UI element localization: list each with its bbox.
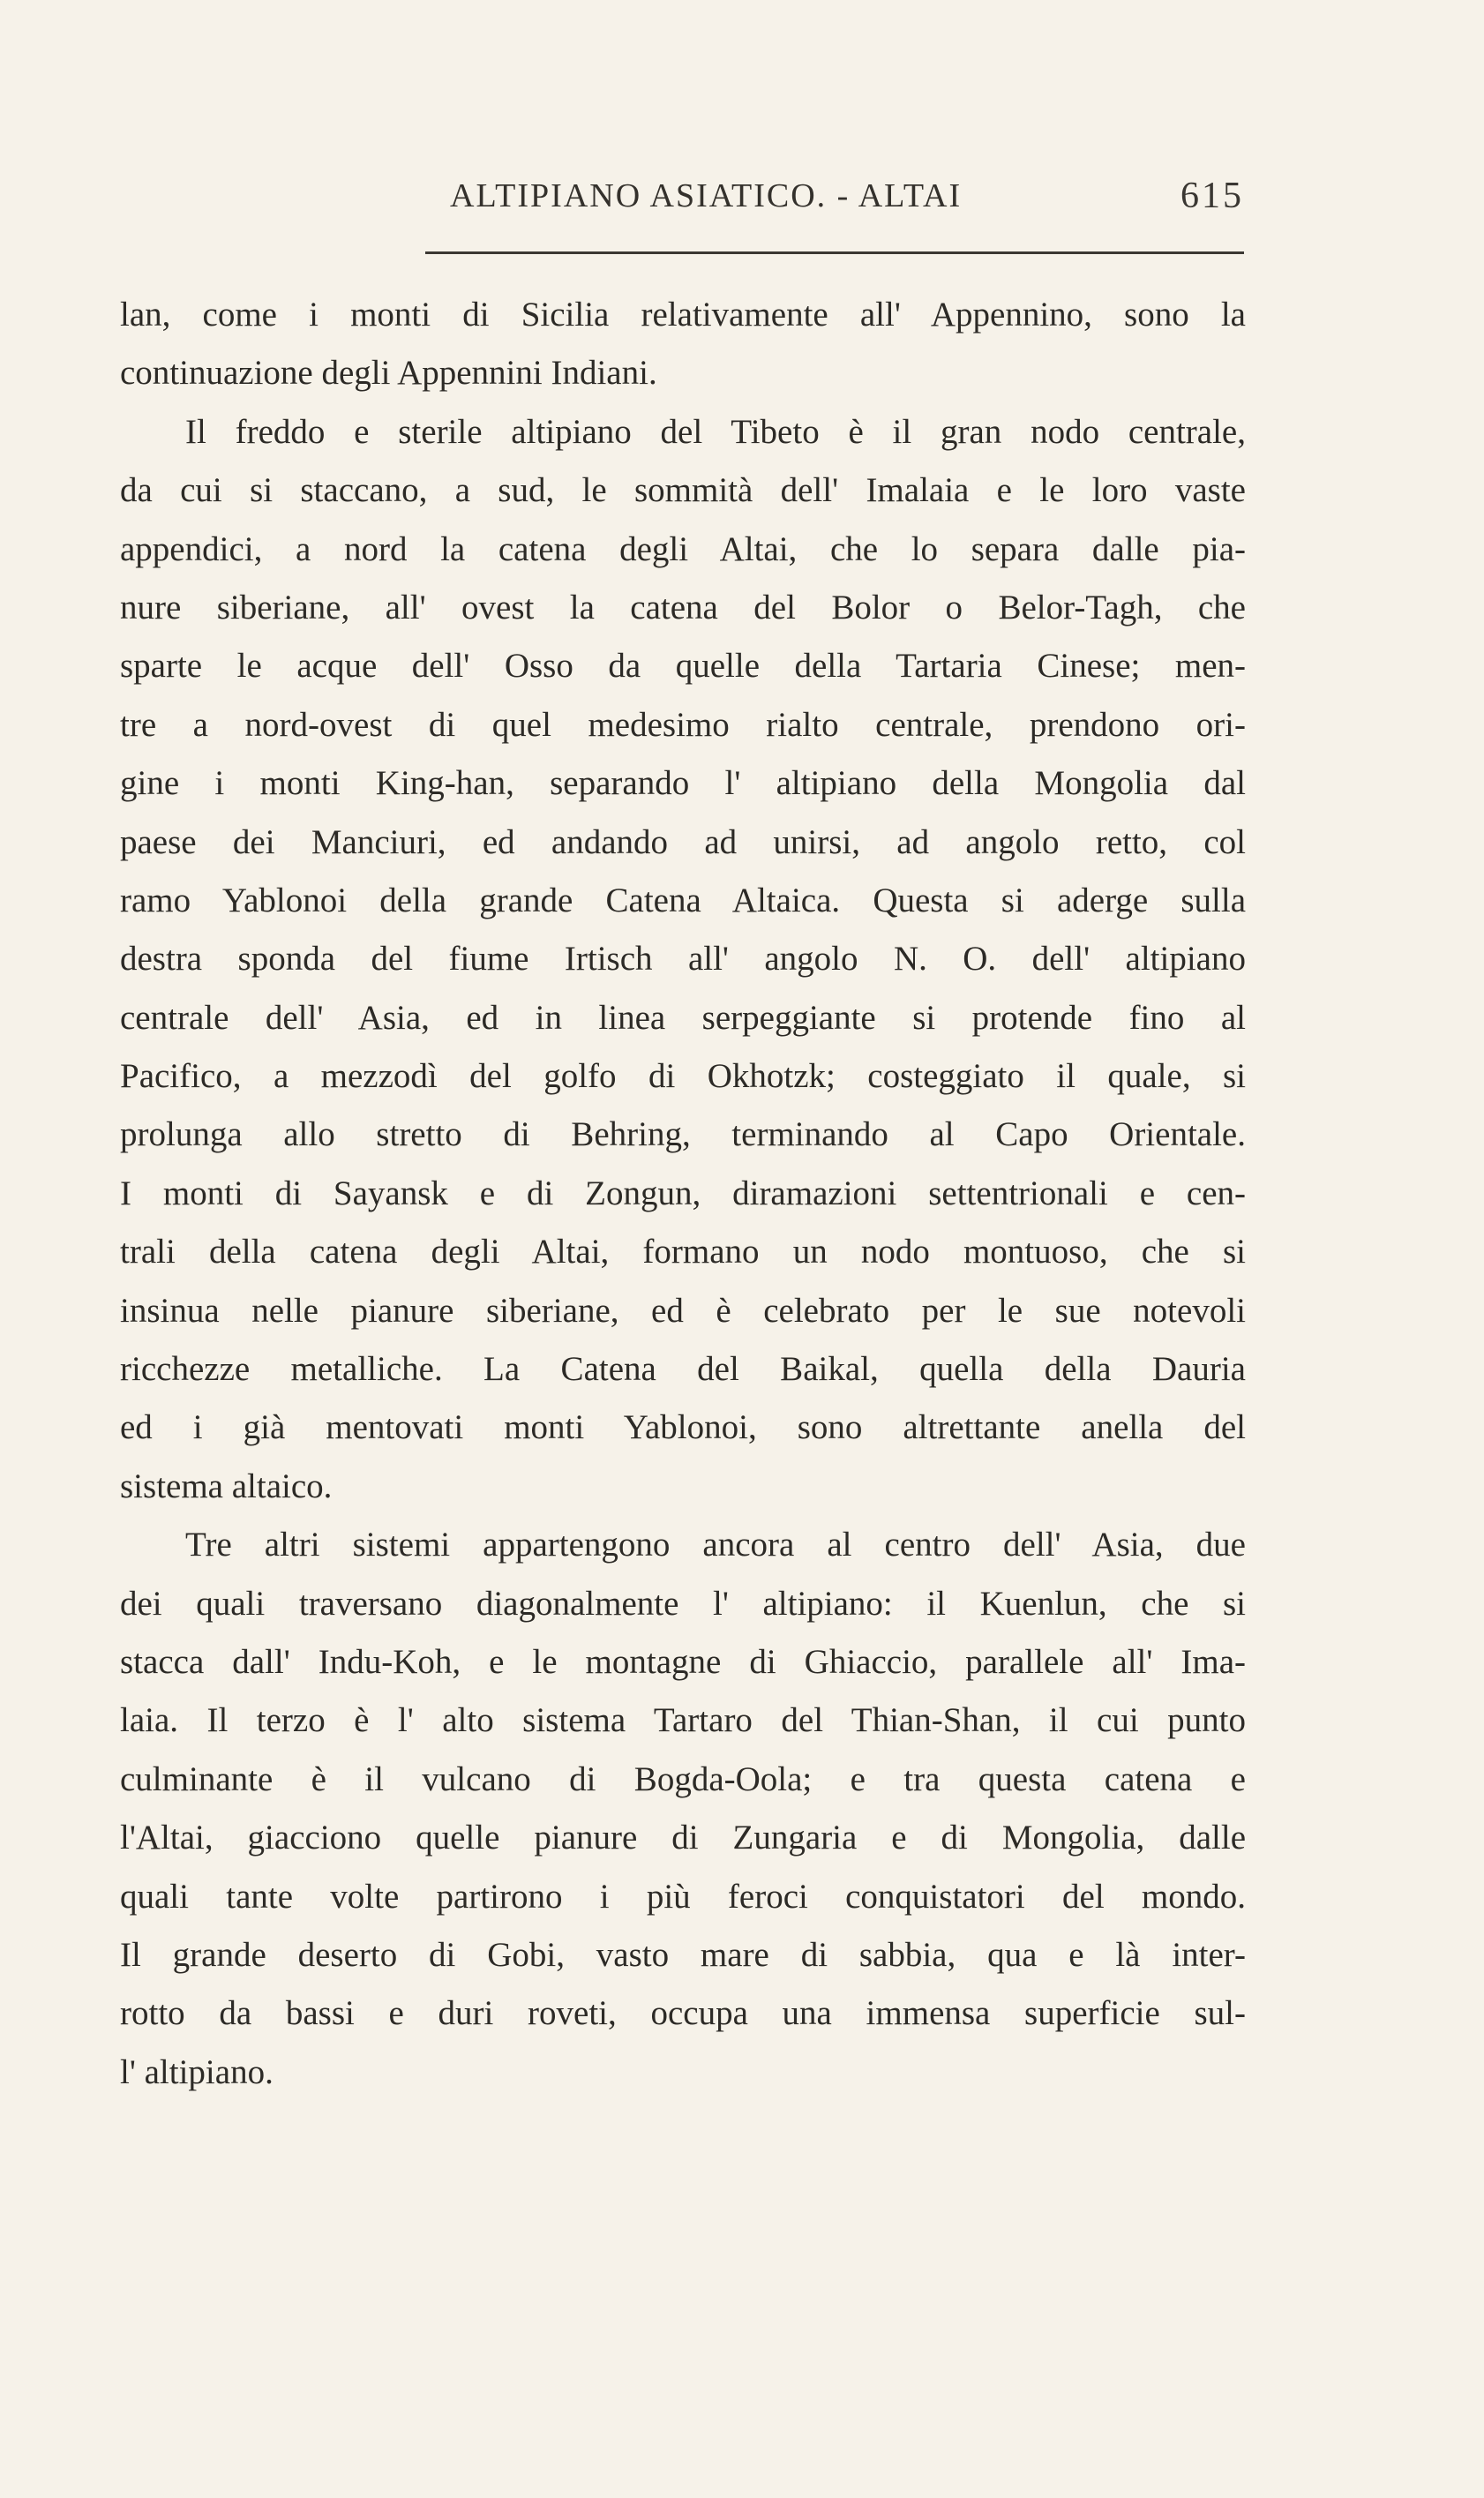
text-line: da cui si staccano, a sud, le sommità dell' Imalaia e le loro vaste (120, 471, 1246, 510)
text-line: trali della catena degli Altai, formano un nodo montuoso, che si (120, 1233, 1246, 1272)
text-line: ramo Yablonoi della grande Catena Altaica. Questa si aderge sulla (120, 881, 1246, 919)
paragraph-1 (120, 286, 1246, 403)
text-line: sistema altaico. (120, 1467, 333, 1505)
text-line: l'Altai, giacciono quelle pianure di Zungaria e di Mongolia, dalle (120, 1819, 1246, 1857)
text-line: l' altipiano. (120, 2052, 274, 2091)
text-line: ed i già mentovati monti Yablonoi, sono altrettante anella del (120, 1408, 1246, 1447)
text-line: Il freddo e sterile altipiano del Tibeto è il gran nodo centrale, (185, 412, 1246, 451)
running-title: ALTIPIANO ASIATICO. - ALTAI (450, 177, 963, 214)
text-line: prolunga allo stretto di Behring, terminando al Capo Orientale. (120, 1115, 1246, 1154)
text-line: insinua nelle pianure siberiane, ed è celebrato per le sue notevoli (120, 1291, 1246, 1330)
text-line: dei quali traversano diagonalmente l' altipiano: il Kuenlun, che si (120, 1584, 1246, 1623)
text-line: continuazione degli Appennini Indiani. (120, 354, 657, 393)
text-line: I monti di Sayansk e di Zongun, diramazioni settentrionali e cen- (120, 1174, 1246, 1212)
text-line: nure siberiane, all' ovest la catena del Bolor o Belor-Tagh, che (120, 588, 1246, 626)
text-line: Tre altri sistemi appartengono ancora al centro dell' Asia, due (185, 1526, 1246, 1564)
text-line: rotto da bassi e duri roveti, occupa una immensa superficie sul- (120, 1994, 1246, 2033)
text-line: ricchezze metalliche. La Catena del Baikal, quella della Dauria (120, 1350, 1246, 1389)
running-head (450, 176, 1244, 229)
text-line: Pacifico, a mezzodì del golfo di Okhotzk; costeggiato il quale, si (120, 1057, 1246, 1096)
text-line: lan, come i monti di Sicilia relativamente all' Appennino, sono la (120, 296, 1246, 334)
paragraph-2 (120, 403, 1246, 1516)
paragraph-3 (120, 1516, 1246, 2102)
text-line: laia. Il terzo è l' alto sistema Tartaro del Thian-Shan, il cui punto (120, 1701, 1246, 1740)
text-line: tre a nord-ovest di quel medesimo rialto centrale, prendono ori- (120, 705, 1246, 744)
text-line: paese dei Manciuri, ed andando ad unirsi, ad angolo retto, col (120, 822, 1246, 861)
text-line: appendici, a nord la catena degli Altai, che lo separa dalle pia- (120, 529, 1246, 568)
body-text (120, 286, 1246, 2102)
header-rule (425, 251, 1244, 254)
text-line: culminante è il vulcano di Bogda-Oola; e tra questa catena e (120, 1759, 1246, 1798)
text-line: destra sponda del fiume Irtisch all' angolo N. O. dell' altipiano (120, 940, 1246, 979)
page-number: 615 (1180, 176, 1244, 216)
text-line: centrale dell' Asia, ed in linea serpeggiante si protende fino al (120, 998, 1246, 1037)
text-line: gine i monti King-han, separando l' altipiano della Mongolia dal (120, 764, 1246, 803)
text-line: quali tante volte partirono i più feroci conquistatori del mondo. (120, 1877, 1246, 1916)
text-line: stacca dall' Indu-Koh, e le montagne di Ghiaccio, parallele all' Ima- (120, 1642, 1246, 1681)
text-line: sparte le acque dell' Osso da quelle della Tartaria Cinese; men- (120, 647, 1246, 686)
text-line: Il grande deserto di Gobi, vasto mare di sabbia, qua e là inter- (120, 1935, 1246, 1974)
